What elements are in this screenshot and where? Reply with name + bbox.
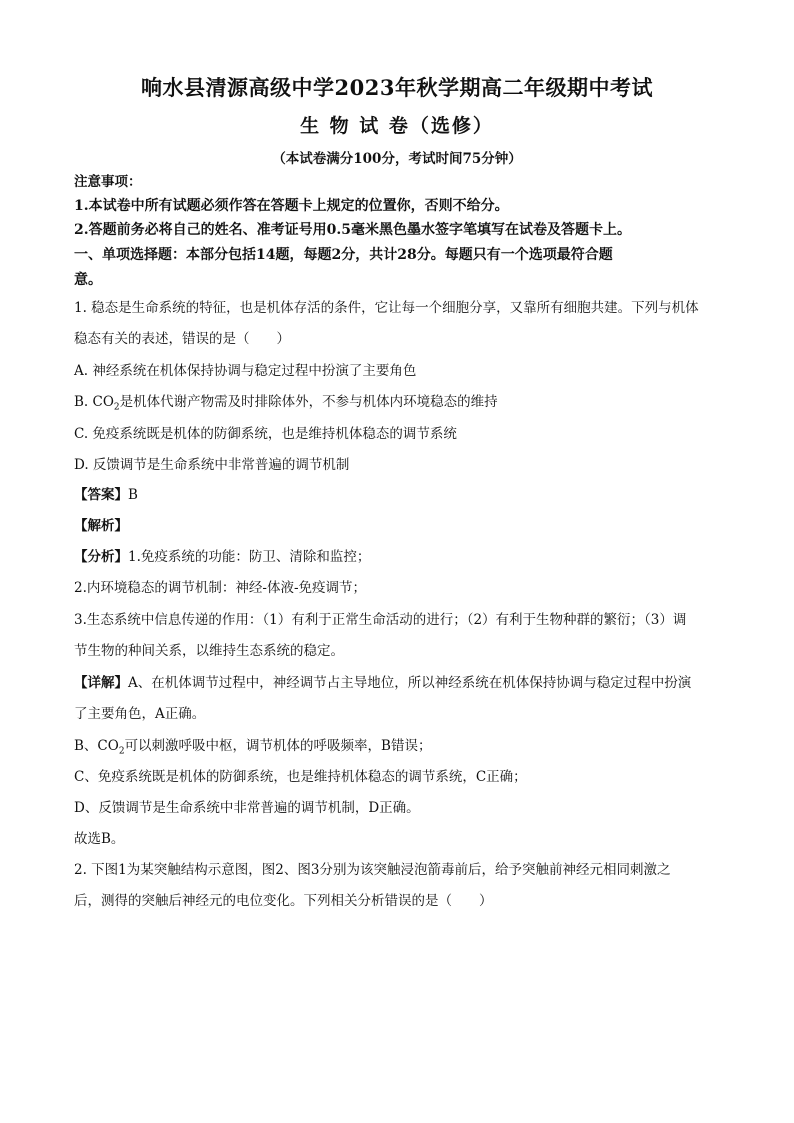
q1-option-b-prefix: B. CO xyxy=(74,394,114,410)
detail-line-b xyxy=(74,736,720,756)
q1-option-b-subscript: 2 xyxy=(113,402,120,413)
detail-b-suffix: 可以刺激呼吸中枢，调节机体的呼吸频率，B错误； xyxy=(124,738,432,754)
section-heading-line-1: 一、单项选择题：本部分包括14题，每题2分，共计28分。每题只有一个选项最符合题 xyxy=(74,247,613,263)
conclusion: 故选B。 xyxy=(74,831,125,847)
section-heading-line-2: 意。 xyxy=(74,272,102,288)
fenxi-line-3: 3.生态系统中信息传递的作用：（1）有利于正常生命活动的进行；（2）有利于生物种群的繁衍；（3）调 xyxy=(74,612,687,628)
detail-line-c: C、免疫系统既是机体的防御系统，也是维持机体稳态的调节系统，C正确； xyxy=(74,769,527,785)
q1-option-a: A. 神经系统在机体保持协调与稳定过程中扮演了主要角色 xyxy=(74,363,417,379)
detail-text-1: A、在机体调节过程中，神经调节占主导地位，所以神经系统在机体保持协调与稳定过程中扮演 xyxy=(128,675,692,691)
notes-item-2: 2.答题前务必将自己的姓名、准考证号用0.5毫米黑色墨水签字笔填写在试卷及答题卡上。 xyxy=(74,222,631,238)
detail-label: 【详解】 xyxy=(74,675,128,691)
q1-option-b xyxy=(74,392,720,412)
exam-subtitle: 生 物 试 卷（选修） xyxy=(300,115,494,137)
answer-value: B xyxy=(128,487,138,503)
q1-stem-line-2: 稳态有关的表述，错误的是（ ） xyxy=(74,331,290,347)
q2-stem-line-1: 2. 下图1为某突触结构示意图，图2、图3分别为该突触浸泡箭毒前后，给予突触前神经元相同刺激之 xyxy=(74,862,671,878)
q1-option-d: D. 反馈调节是生命系统中非常普遍的调节机制 xyxy=(74,457,350,473)
exam-title: 响水县清源高级中学2023年秋学期高二年级期中考试 xyxy=(141,75,653,100)
detail-line-2: 了主要角色，A正确。 xyxy=(74,706,206,722)
q1-stem-line-1: 1. 稳态是生命系统的特征，也是机体存活的条件，它让每一个细胞分享，又靠所有细胞共建。下列与机体 xyxy=(74,300,699,316)
q2-stem-line-2: 后，测得的突触后神经元的电位变化。下列相关分析错误的是（ ） xyxy=(74,893,493,909)
detail-b-subscript: 2 xyxy=(118,746,125,757)
fenxi-line-1 xyxy=(74,547,720,567)
analysis-label: 【解析】 xyxy=(74,518,128,534)
notes-item-1: 1.本试卷中所有试题必须作答在答题卡上规定的位置你，否则不给分。 xyxy=(74,198,509,214)
detail-b-prefix: B、CO xyxy=(74,738,119,754)
fenxi-label: 【分析】 xyxy=(74,549,128,565)
exam-info: （本试卷满分100分，考试时间75分钟） xyxy=(272,151,522,167)
notes-heading: 注意事项： xyxy=(74,174,142,190)
q1-option-b-suffix: 是机体代谢产物需及时排除体外，不参与机体内环境稳态的维持 xyxy=(119,394,498,410)
q1-option-c: C. 免疫系统既是机体的防御系统，也是维持机体稳态的调节系统 xyxy=(74,426,457,442)
q1-answer xyxy=(74,485,720,505)
fenxi-line-2: 2.内环境稳态的调节机制：神经-体液-免疫调节； xyxy=(74,580,367,596)
fenxi-text-1: 1.免疫系统的功能：防卫、清除和监控； xyxy=(128,549,371,565)
fenxi-line-4: 节生物的种间关系，以维持生态系统的稳定。 xyxy=(74,643,344,659)
detail-line-1 xyxy=(74,673,720,693)
detail-line-d: D、反馈调节是生命系统中非常普遍的调节机制，D正确。 xyxy=(74,800,420,816)
answer-label: 【答案】 xyxy=(74,487,128,503)
